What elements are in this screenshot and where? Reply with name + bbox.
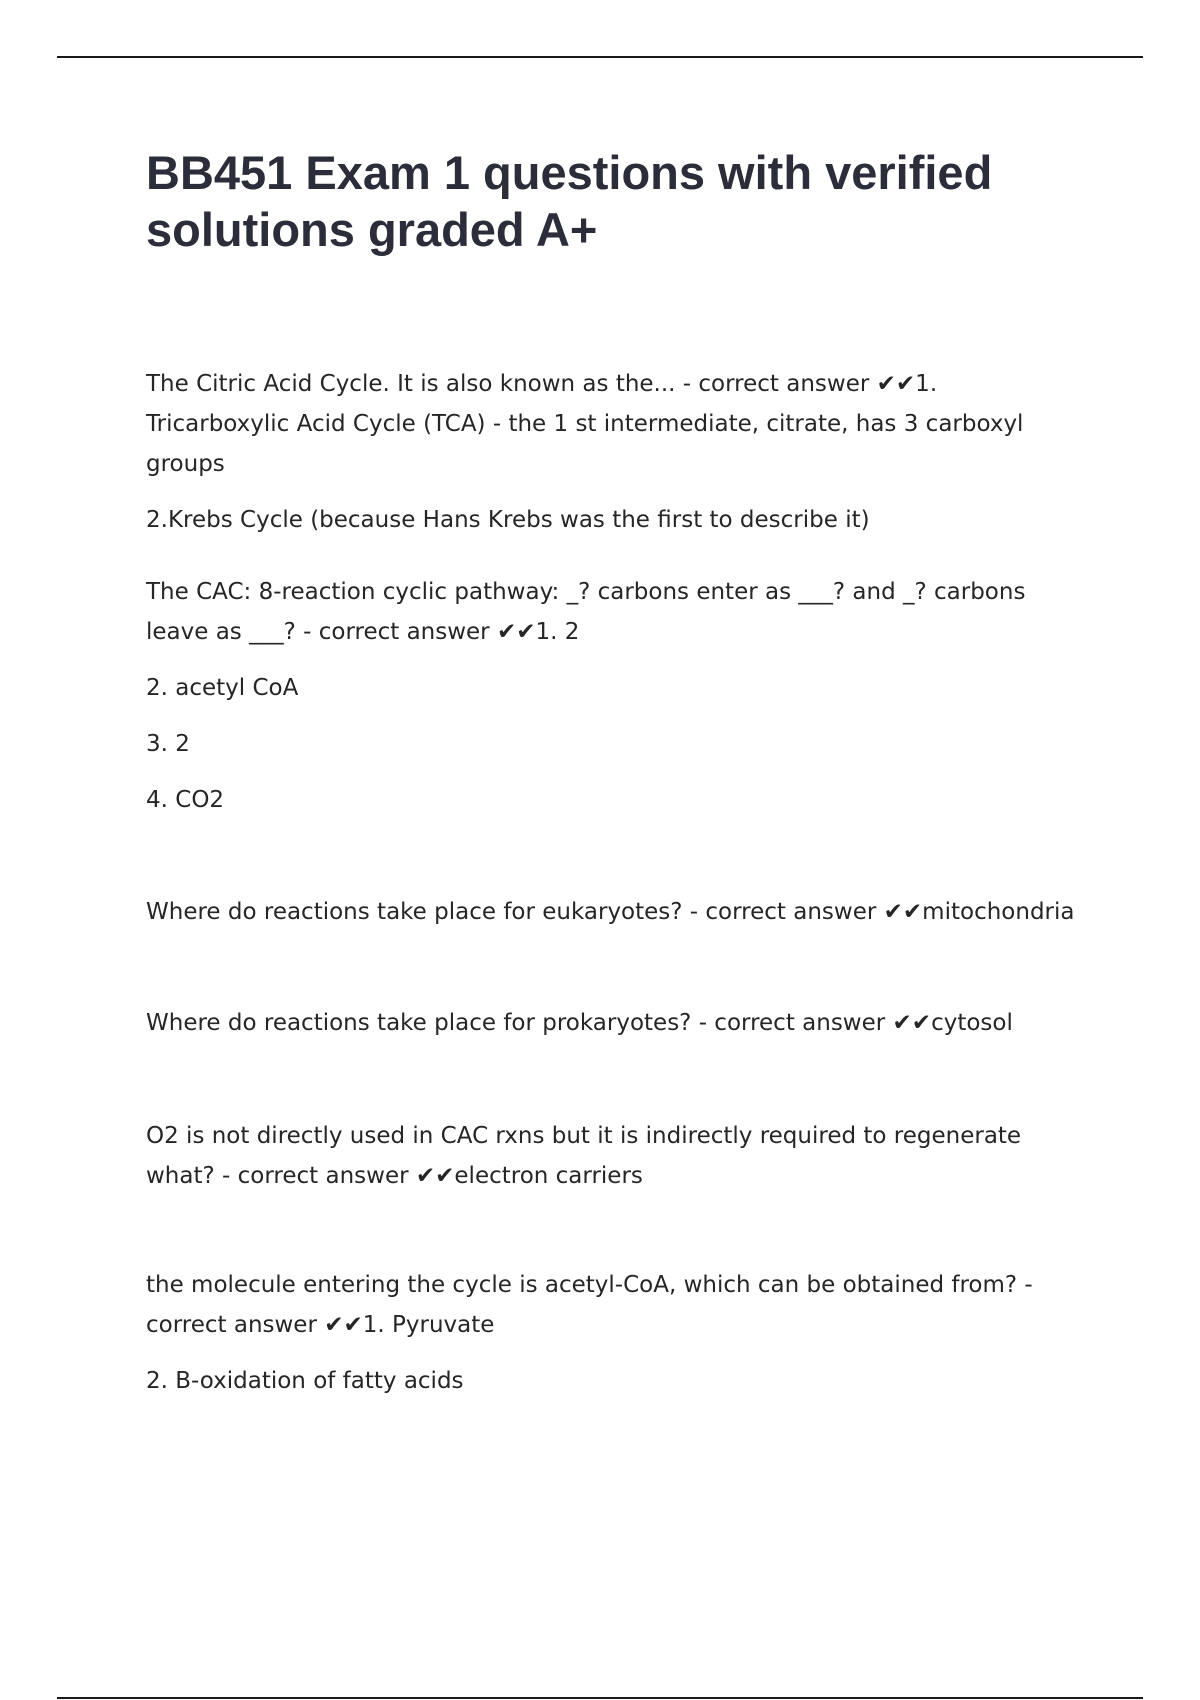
qa-answer-line: 4. CO2 <box>146 787 225 813</box>
qa-item-3 <box>146 892 1086 932</box>
document-title: BB451 Exam 1 questions with verified solutions graded A+ <box>146 146 993 256</box>
qa-item-2 <box>146 572 1086 820</box>
qa-answer-line: 2. B-oxidation of fatty acids <box>146 1368 464 1394</box>
qa-item-1 <box>146 364 1086 540</box>
qa-question: Where do reactions take place for prokaryotes? - correct answer ✔✔cytosol <box>146 1010 1013 1036</box>
qa-answer-line: 2. acetyl CoA <box>146 675 299 701</box>
qa-item-5 <box>146 1116 1086 1196</box>
qa-answer-line: 2.Krebs Cycle (because Hans Krebs was the first to describe it) <box>146 507 870 533</box>
qa-question: The CAC: 8-reaction cyclic pathway: _? carbons enter as ___? and _? carbons leave as ___? - correct answer ✔✔1. 2 <box>146 579 1026 645</box>
bottom-divider <box>57 1697 1143 1699</box>
qa-answer-line: 3. 2 <box>146 731 190 757</box>
top-divider <box>57 56 1143 58</box>
qa-question: The Citric Acid Cycle. It is also known as the... - correct answer ✔✔1. Tricarboxylic Acid Cycle (TCA) - the 1 st intermediate, citrate, has 3 carboxyl groups <box>146 371 1024 477</box>
qa-question: O2 is not directly used in CAC rxns but it is indirectly required to regenerate what? - correct answer ✔✔electron carriers <box>146 1123 1022 1189</box>
qa-item-6 <box>146 1265 1086 1401</box>
qa-item-4 <box>146 1003 1086 1043</box>
qa-question: Where do reactions take place for eukaryotes? - correct answer ✔✔mitochondria <box>146 899 1075 925</box>
qa-question: the molecule entering the cycle is acetyl-CoA, which can be obtained from? - correct answer ✔✔1. Pyruvate <box>146 1272 1033 1338</box>
